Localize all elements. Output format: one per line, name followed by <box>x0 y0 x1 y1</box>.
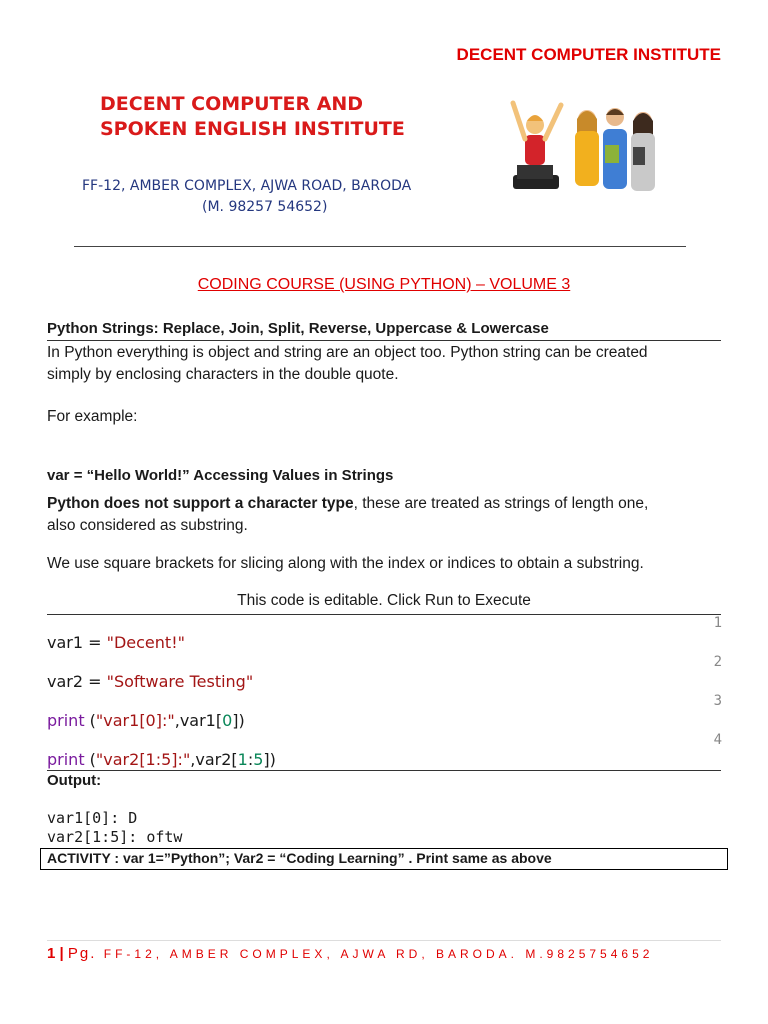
code-number: 1 <box>237 750 248 769</box>
intro-paragraph <box>47 342 727 386</box>
intro-line-1: In Python everything is object and string are an object too. Python string can be created <box>47 344 648 361</box>
code-string: "var1[0]:" <box>95 711 175 730</box>
footer-separator: | <box>55 945 68 962</box>
code-string: "Software Testing" <box>106 672 254 691</box>
line-number: 4 <box>713 732 722 748</box>
banner-title-line2: SPOKEN ENGLISH INSTITUTE <box>100 118 405 140</box>
output-line-1: var1[0]: D <box>47 809 138 827</box>
code-string: "var2[1:5]:" <box>95 750 191 769</box>
code-token: ( <box>84 750 96 769</box>
code-number: 0 <box>222 711 233 730</box>
code-token: ]) <box>232 711 245 730</box>
banner-title-line1: DECENT COMPUTER AND <box>100 93 364 115</box>
code-token: ( <box>84 711 96 730</box>
header-divider <box>74 246 686 247</box>
code-keyword: print <box>47 711 85 730</box>
line-number: 2 <box>713 654 722 670</box>
banner-title <box>100 92 405 142</box>
line-number: 1 <box>713 615 722 631</box>
institute-header: DECENT COMPUTER INSTITUTE <box>456 45 721 64</box>
code-token: ,var2[ <box>190 750 238 769</box>
code-line-1[interactable] <box>47 633 185 652</box>
banner-address-block <box>82 176 411 218</box>
footer-divider <box>47 940 721 941</box>
character-type-line-2: also considered as substring. <box>47 517 248 534</box>
code-editable-note: This code is editable. Click Run to Execute <box>237 592 531 609</box>
code-bottom-divider <box>47 770 721 771</box>
section-divider <box>47 340 721 341</box>
page-footer <box>47 945 653 962</box>
course-title: CODING COURSE (USING PYTHON) – VOLUME 3 <box>197 276 571 293</box>
page-label: Pg. <box>67 945 97 962</box>
code-token: var1 = <box>47 633 107 652</box>
code-string: "Decent!" <box>106 633 185 652</box>
footer-address: FF-12, AMBER COMPLEX, AJWA RD, BARODA. M.9825754652 <box>96 947 654 961</box>
banner-address: FF-12, AMBER COMPLEX, AJWA ROAD, BARODA <box>82 178 412 194</box>
var-heading: var = “Hello World!” Accessing Values in Strings <box>47 467 394 484</box>
example-label: For example: <box>47 408 138 425</box>
code-token: ,var1[ <box>174 711 223 730</box>
character-type-bold: Python does not support a character type <box>47 495 354 512</box>
code-token: var2 = <box>47 672 107 691</box>
students-group-illustration <box>505 95 665 200</box>
character-type-rest: , these are treated as strings of length one, <box>353 495 649 512</box>
character-type-paragraph <box>47 493 727 537</box>
code-number: 5 <box>253 750 264 769</box>
output-line-2: var2[1:5]: oftw <box>47 828 183 846</box>
activity-text: ACTIVITY : var 1=”Python”; Var2 = “Coding Learning” . Print same as above <box>47 850 552 866</box>
code-line-4[interactable] <box>47 750 276 769</box>
code-keyword: print <box>47 750 85 769</box>
line-number: 3 <box>713 693 722 709</box>
banner-mobile: (M. 98257 54652) <box>202 199 328 215</box>
code-line-2[interactable] <box>47 672 253 691</box>
code-top-divider <box>47 614 721 615</box>
output-label: Output: <box>47 772 102 789</box>
slicing-paragraph: We use square brackets for slicing along with the index or indices to obtain a substring. <box>47 555 644 572</box>
code-token: ]) <box>263 750 276 769</box>
page-number: 1 <box>47 945 56 962</box>
code-token: : <box>247 750 254 769</box>
intro-line-2: simply by enclosing characters in the double quote. <box>47 366 399 383</box>
code-line-3[interactable] <box>47 711 245 730</box>
section-heading: Python Strings: Replace, Join, Split, Reverse, Uppercase & Lowercase <box>47 320 549 337</box>
